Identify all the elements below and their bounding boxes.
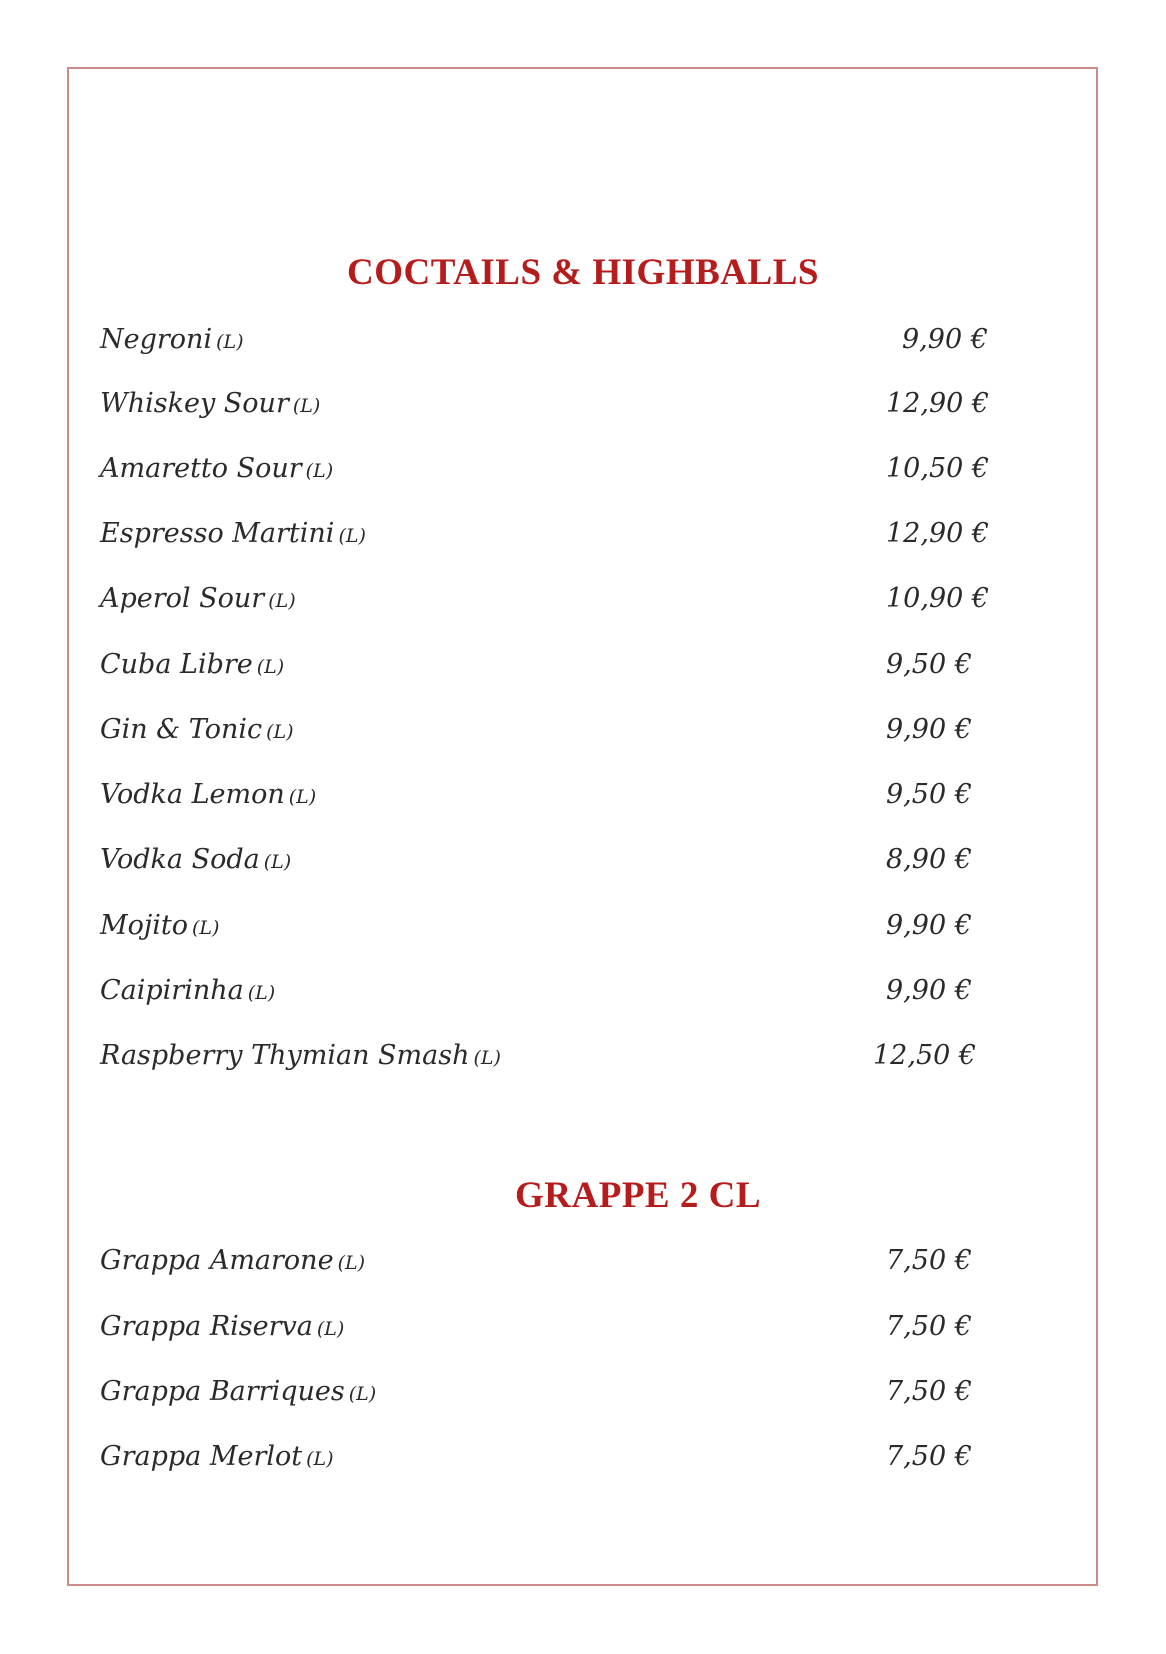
menu-item <box>0 906 1166 946</box>
menu-item <box>0 1241 1166 1281</box>
menu-item <box>0 775 1166 815</box>
menu-item <box>0 971 1166 1011</box>
item-price: 12,90 € <box>886 388 990 419</box>
menu-item <box>0 645 1166 685</box>
item-name: Vodka Soda (L) <box>100 844 292 875</box>
menu-item <box>0 840 1166 880</box>
item-price: 12,50 € <box>873 1040 977 1071</box>
item-name: Grappa Barriques (L) <box>100 1376 377 1407</box>
item-price: 9,50 € <box>886 649 972 680</box>
menu-item <box>0 320 1166 360</box>
allergen-label: (L) <box>306 1448 334 1470</box>
item-name: Caipirinha (L) <box>100 975 276 1006</box>
allergen-label: (L) <box>292 395 321 417</box>
item-price: 12,90 € <box>886 518 990 549</box>
allergen-label: (L) <box>316 1318 345 1340</box>
item-price: 10,90 € <box>886 583 990 614</box>
item-name: Cuba Libre (L) <box>100 649 285 680</box>
item-price: 9,90 € <box>886 714 972 745</box>
allergen-label: (L) <box>216 331 244 353</box>
item-name: Aperol Sour (L) <box>100 583 296 614</box>
item-name: Espresso Martini (L) <box>100 518 366 549</box>
allergen-label: (L) <box>288 786 317 808</box>
item-name: Grappa Amarone (L) <box>100 1245 366 1276</box>
menu-border-frame <box>67 67 1098 1586</box>
item-price: 8,90 € <box>886 844 972 875</box>
item-name: Mojito (L) <box>100 910 220 941</box>
menu-item <box>0 710 1166 750</box>
menu-item <box>0 384 1166 424</box>
item-name: Gin & Tonic (L) <box>100 714 294 745</box>
allergen-label: (L) <box>268 590 296 612</box>
allergen-label: (L) <box>337 1252 366 1274</box>
item-name: Raspberry Thymian Smash (L) <box>100 1040 501 1071</box>
allergen-label: (L) <box>256 656 285 678</box>
menu-item <box>0 1372 1166 1412</box>
item-price: 10,50 € <box>886 453 990 484</box>
item-name: Negroni (L) <box>100 324 244 355</box>
section-title-grappe: GRAPPE 2 CL <box>515 1175 761 1216</box>
allergen-label: (L) <box>192 917 220 939</box>
item-price: 7,50 € <box>886 1245 972 1276</box>
item-name: Amaretto Sour (L) <box>100 453 334 484</box>
item-price: 9,90 € <box>902 324 988 355</box>
menu-item <box>0 1307 1166 1347</box>
item-price: 7,50 € <box>886 1376 972 1407</box>
menu-item <box>0 514 1166 554</box>
section-title-cocktails: COCTAILS & HIGHBALLS <box>347 252 819 293</box>
allergen-label: (L) <box>473 1047 501 1069</box>
menu-item <box>0 449 1166 489</box>
allergen-label: (L) <box>247 982 276 1004</box>
allergen-label: (L) <box>305 460 334 482</box>
item-name: Vodka Lemon (L) <box>100 779 317 810</box>
menu-item <box>0 1437 1166 1477</box>
allergen-label: (L) <box>348 1383 377 1405</box>
allergen-label: (L) <box>338 525 366 547</box>
item-price: 9,90 € <box>886 910 972 941</box>
item-price: 9,50 € <box>886 779 972 810</box>
item-price: 7,50 € <box>886 1441 972 1472</box>
item-name: Grappa Merlot (L) <box>100 1441 334 1472</box>
allergen-label: (L) <box>266 721 294 743</box>
allergen-label: (L) <box>263 851 292 873</box>
item-price: 9,90 € <box>886 975 972 1006</box>
item-name: Whiskey Sour (L) <box>100 388 321 419</box>
item-price: 7,50 € <box>886 1311 972 1342</box>
menu-item <box>0 1036 1166 1076</box>
menu-item <box>0 579 1166 619</box>
item-name: Grappa Riserva (L) <box>100 1311 345 1342</box>
